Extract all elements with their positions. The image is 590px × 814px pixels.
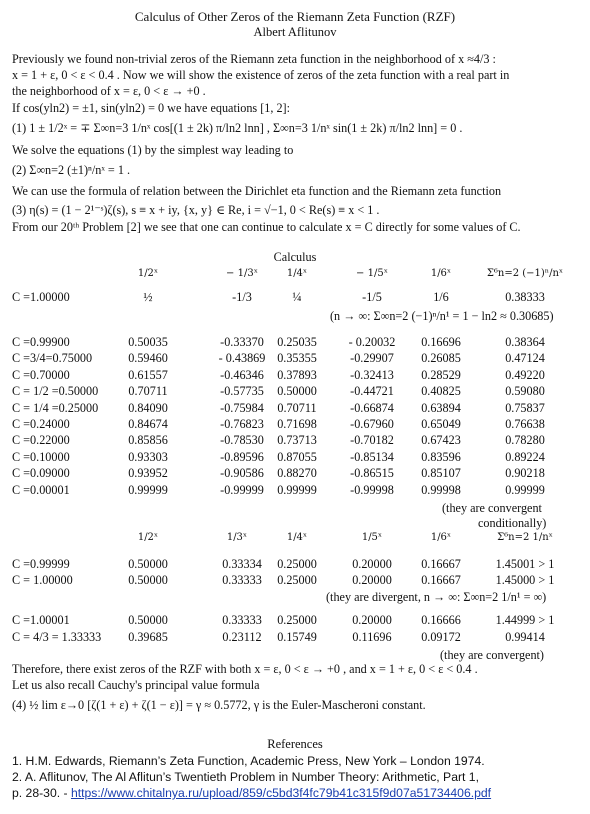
table2-header-1: 1/2ˣ	[137, 532, 159, 543]
table1-header-1: 1/2ˣ	[137, 268, 159, 279]
cell: 0.33333	[222, 613, 262, 627]
reference-2: 2. A. Aflitunov, The Al Aflitun’s Twentieth Problem in Number Theory: Arithmetic, Part 1,	[12, 770, 479, 784]
cell: -0.46346	[220, 367, 264, 382]
reference-1: 1. H.M. Edwards, Riemann’s Zeta Function, Academic Press, New York – London 1974.	[12, 754, 485, 768]
cell: 0.25035	[277, 335, 317, 349]
cell: 0.15749	[277, 630, 317, 644]
cell: 0.65049	[421, 417, 461, 431]
cell: -0.33370	[220, 335, 264, 349]
cell: 0.99414	[505, 630, 545, 644]
cell: ½	[143, 290, 153, 304]
table2-header-4: 1/5ˣ	[361, 532, 383, 543]
intro-line-1: Previously we found non-trivial zeros of the Riemann zeta function in the neighborhood of x ≈4/3 :	[12, 52, 496, 66]
cell: 1.44999 > 1	[495, 613, 555, 627]
cell: -0.86515	[350, 466, 394, 481]
table-row	[12, 401, 572, 416]
row-label: C = 1.00000	[12, 573, 73, 588]
table-row	[12, 630, 572, 645]
references-heading: References	[267, 737, 323, 751]
cell: 0.38364	[505, 335, 545, 349]
divergent-note: (they are divergent, n → ∞: Σ∞n=2 1/n¹ = ∞)	[326, 590, 547, 604]
cell: -0.78530	[220, 433, 264, 448]
equation-4: (4) ½ lim ε→0 [ζ(1 + ε) + ζ(1 − ε)] = γ ≈ 0.5772, γ is the Euler-Mascheroni constant.	[12, 698, 426, 712]
table-row	[12, 450, 572, 465]
cell: 0.16667	[421, 557, 461, 571]
cell: 0.84090	[128, 400, 168, 415]
cell: ¼	[292, 290, 302, 304]
cell: 1/6	[433, 290, 449, 304]
intro-line-8: We can use the formula of relation between the Dirichlet eta function and the Riemann zeta function	[12, 184, 502, 198]
cell: 0.33333	[222, 573, 262, 588]
cell: 0.25000	[277, 573, 317, 588]
intro-line-4: If cos(yln2) = ±1, sin(yln2) = 0 we have equations [1, 2]:	[12, 101, 291, 115]
cell: -0.66874	[350, 400, 394, 415]
cell: 0.75837	[505, 400, 545, 415]
table-row	[12, 351, 572, 366]
table1-row-c1	[12, 290, 572, 305]
cell: 0.37893	[277, 367, 317, 382]
equation-3: (3) η(s) = (1 − 2¹⁻ˢ)ζ(s), s ≡ x + iy, {x, y} ∈ Re, i = √−1, 0 < Re(s) ≡ x < 1 .	[12, 203, 380, 217]
cell: 0.90218	[505, 466, 545, 481]
cell: 0.73713	[277, 433, 317, 448]
cell: 0.23112	[222, 630, 262, 644]
conclusion-line-2: Let us also recall Cauchy's principal value formula	[12, 678, 260, 692]
cell: 0.20000	[352, 557, 392, 571]
cell: 0.25000	[277, 557, 317, 571]
cell: 1.45000 > 1	[495, 573, 555, 588]
table1-header-3: 1/4ˣ	[286, 268, 308, 279]
cell: 0.28529	[421, 367, 461, 382]
cell: 0.25000	[277, 613, 317, 627]
table-row	[12, 483, 572, 498]
cell: 0.38333	[505, 290, 545, 304]
cell: -0.44721	[350, 384, 394, 399]
cell: 0.63894	[421, 400, 461, 415]
cell: 0.70711	[128, 384, 168, 399]
table1-header-4: − 1/5ˣ	[356, 268, 388, 279]
cell: 0.59460	[128, 351, 168, 366]
table-row	[12, 573, 572, 588]
row-label: C =1.00000	[12, 290, 70, 304]
cell: -0.90586	[220, 466, 264, 481]
cell: -1/5	[362, 290, 382, 304]
cell: -0.57735	[220, 384, 264, 399]
cell: 0.50035	[128, 335, 168, 349]
table-row	[12, 368, 572, 383]
cell: -0.89596	[220, 449, 264, 464]
paper-title: Calculus of Other Zeros of the Riemann Zeta Function (RZF)	[134, 9, 456, 24]
convergent-note-1: (they are convergent	[442, 501, 542, 515]
cell: 0.61557	[128, 367, 168, 382]
cell: - 0.43869	[218, 351, 266, 366]
paper-author: Albert Aflitunov	[253, 25, 337, 39]
row-label: C =0.99999	[12, 557, 70, 571]
cell: 0.16666	[421, 613, 461, 627]
cell: -0.29907	[350, 351, 394, 366]
conclusion-line-1: Therefore, there exist zeros of the RZF with both x = ε, 0 < ε → +0 , and x = 1 + ε, 0 < ε < 0.4 .	[12, 662, 478, 676]
row-label: C =0.10000	[12, 449, 70, 464]
row-label: C =0.99900	[12, 335, 70, 349]
row-label: C =3/4=0.75000	[12, 351, 93, 366]
table-row	[12, 466, 572, 481]
table1-header-6: Σ⁶n=2 (−1)ⁿ/nˣ	[486, 268, 564, 279]
table1-header-2: − 1/3ˣ	[226, 268, 258, 279]
cell: 0.49220	[505, 367, 545, 382]
cell: 0.83596	[421, 449, 461, 464]
table2-header-6: Σ⁶n=2 1/nˣ	[497, 532, 553, 543]
cell: 0.33334	[222, 557, 262, 571]
cell: 0.16667	[421, 573, 461, 588]
row-label: C =0.70000	[12, 367, 70, 382]
cell: 0.99999	[277, 482, 317, 497]
equation-1: (1) 1 ± 1/2ˣ = ∓ Σ∞n=3 1/nˣ cos[(1 ± 2k) π/ln2 lnn] , Σ∞n=3 1/nˣ sin(1 ± 2k) π/ln2 lnn] = 0 .	[12, 121, 463, 135]
cell: -0.99999	[220, 482, 264, 497]
cell: 0.50000	[128, 557, 168, 571]
cell: 0.89224	[505, 449, 545, 464]
cell: -0.75984	[220, 400, 264, 415]
cell: 0.40825	[421, 384, 461, 399]
cell: -0.67960	[350, 417, 394, 431]
cell: 0.50000	[128, 573, 168, 588]
cell: 0.39685	[128, 630, 168, 644]
calculus-heading: Calculus	[273, 250, 317, 264]
table2-header-2: 1/3ˣ	[226, 532, 248, 543]
cell: 0.85856	[128, 433, 168, 448]
cell: -0.32413	[350, 367, 394, 382]
table2-header-3: 1/4ˣ	[286, 532, 308, 543]
table-row	[12, 335, 572, 350]
intro-line-2: x = 1 + ε, 0 < ε < 0.4 . Now we will show the existence of zeros of the zeta function with a real part in	[12, 68, 510, 82]
row-label: C = 4/3 = 1.33333	[12, 630, 102, 644]
row-label: C =1.00001	[12, 613, 70, 627]
cell: 0.09172	[421, 630, 461, 644]
cell: 0.20000	[352, 613, 392, 627]
cell: 0.35355	[277, 351, 317, 366]
cell: -0.85134	[350, 449, 394, 464]
reference-link[interactable]: https://www.chitalnya.ru/upload/859/c5bd3f4fc79b41c315f9d07a51734406.pdf	[70, 786, 492, 800]
convergent-note-3: (they are convergent)	[440, 648, 544, 662]
cell: 0.20000	[352, 573, 392, 588]
cell: 0.88270	[277, 466, 317, 481]
cell: 1.45001 > 1	[495, 557, 555, 571]
table-row	[12, 613, 572, 628]
cell: 0.93303	[128, 449, 168, 464]
cell: 0.26085	[421, 351, 461, 366]
reference-3-prefix: p. 28-30. -	[12, 786, 71, 800]
cell: 0.99999	[128, 482, 168, 497]
cell: 0.78280	[505, 433, 545, 448]
cell: 0.47124	[505, 351, 545, 366]
cell: 0.71698	[277, 417, 317, 431]
reference-3	[12, 786, 491, 801]
cell: -1/3	[232, 290, 252, 304]
convergent-note-2: conditionally)	[478, 516, 547, 530]
cell: 0.67423	[421, 433, 461, 448]
row-label: C =0.22000	[12, 433, 70, 448]
table1-header-5: 1/6ˣ	[430, 268, 452, 279]
cell: 0.99999	[505, 482, 545, 497]
table-row	[12, 417, 572, 432]
row-label: C = 1/2 =0.50000	[12, 384, 99, 399]
cell: 0.84674	[128, 417, 168, 431]
cell: 0.87055	[277, 449, 317, 464]
row-label: C =0.00001	[12, 482, 70, 497]
equation-2: (2) Σ∞n=2 (±1)ⁿ/nˣ = 1 .	[12, 163, 131, 177]
table-row	[12, 384, 572, 399]
cell: 0.99998	[421, 482, 461, 497]
cell: -0.76823	[220, 417, 264, 431]
cell: - 0.20032	[348, 335, 396, 349]
cell: 0.16696	[421, 335, 461, 349]
cell: 0.11696	[352, 630, 392, 644]
table2-header-5: 1/6ˣ	[430, 532, 452, 543]
limit-note: (n → ∞: Σ∞n=2 (−1)ⁿ/n¹ = 1 − ln2 ≈ 0.30685)	[330, 309, 554, 323]
cell: -0.99998	[350, 482, 394, 497]
row-label: C = 1/4 =0.25000	[12, 400, 99, 415]
row-label: C =0.24000	[12, 417, 70, 431]
cell: 0.50000	[277, 384, 317, 399]
cell: 0.76638	[505, 417, 545, 431]
intro-line-10: From our 20ᵗʰ Problem [2] we see that one can continue to calculate x = C directly for some values of C.	[12, 220, 521, 234]
cell: -0.70182	[350, 433, 394, 448]
cell: 0.70711	[277, 400, 317, 415]
cell: 0.59080	[505, 384, 545, 399]
intro-line-3: the neighborhood of x = ε, 0 < ε → +0 .	[12, 84, 206, 98]
table-row	[12, 557, 572, 572]
cell: 0.50000	[128, 613, 168, 627]
cell: 0.85107	[421, 466, 461, 481]
table-row	[12, 433, 572, 448]
cell: 0.93952	[128, 466, 168, 481]
row-label: C =0.09000	[12, 466, 70, 481]
intro-line-6: We solve the equations (1) by the simplest way leading to	[12, 143, 294, 157]
